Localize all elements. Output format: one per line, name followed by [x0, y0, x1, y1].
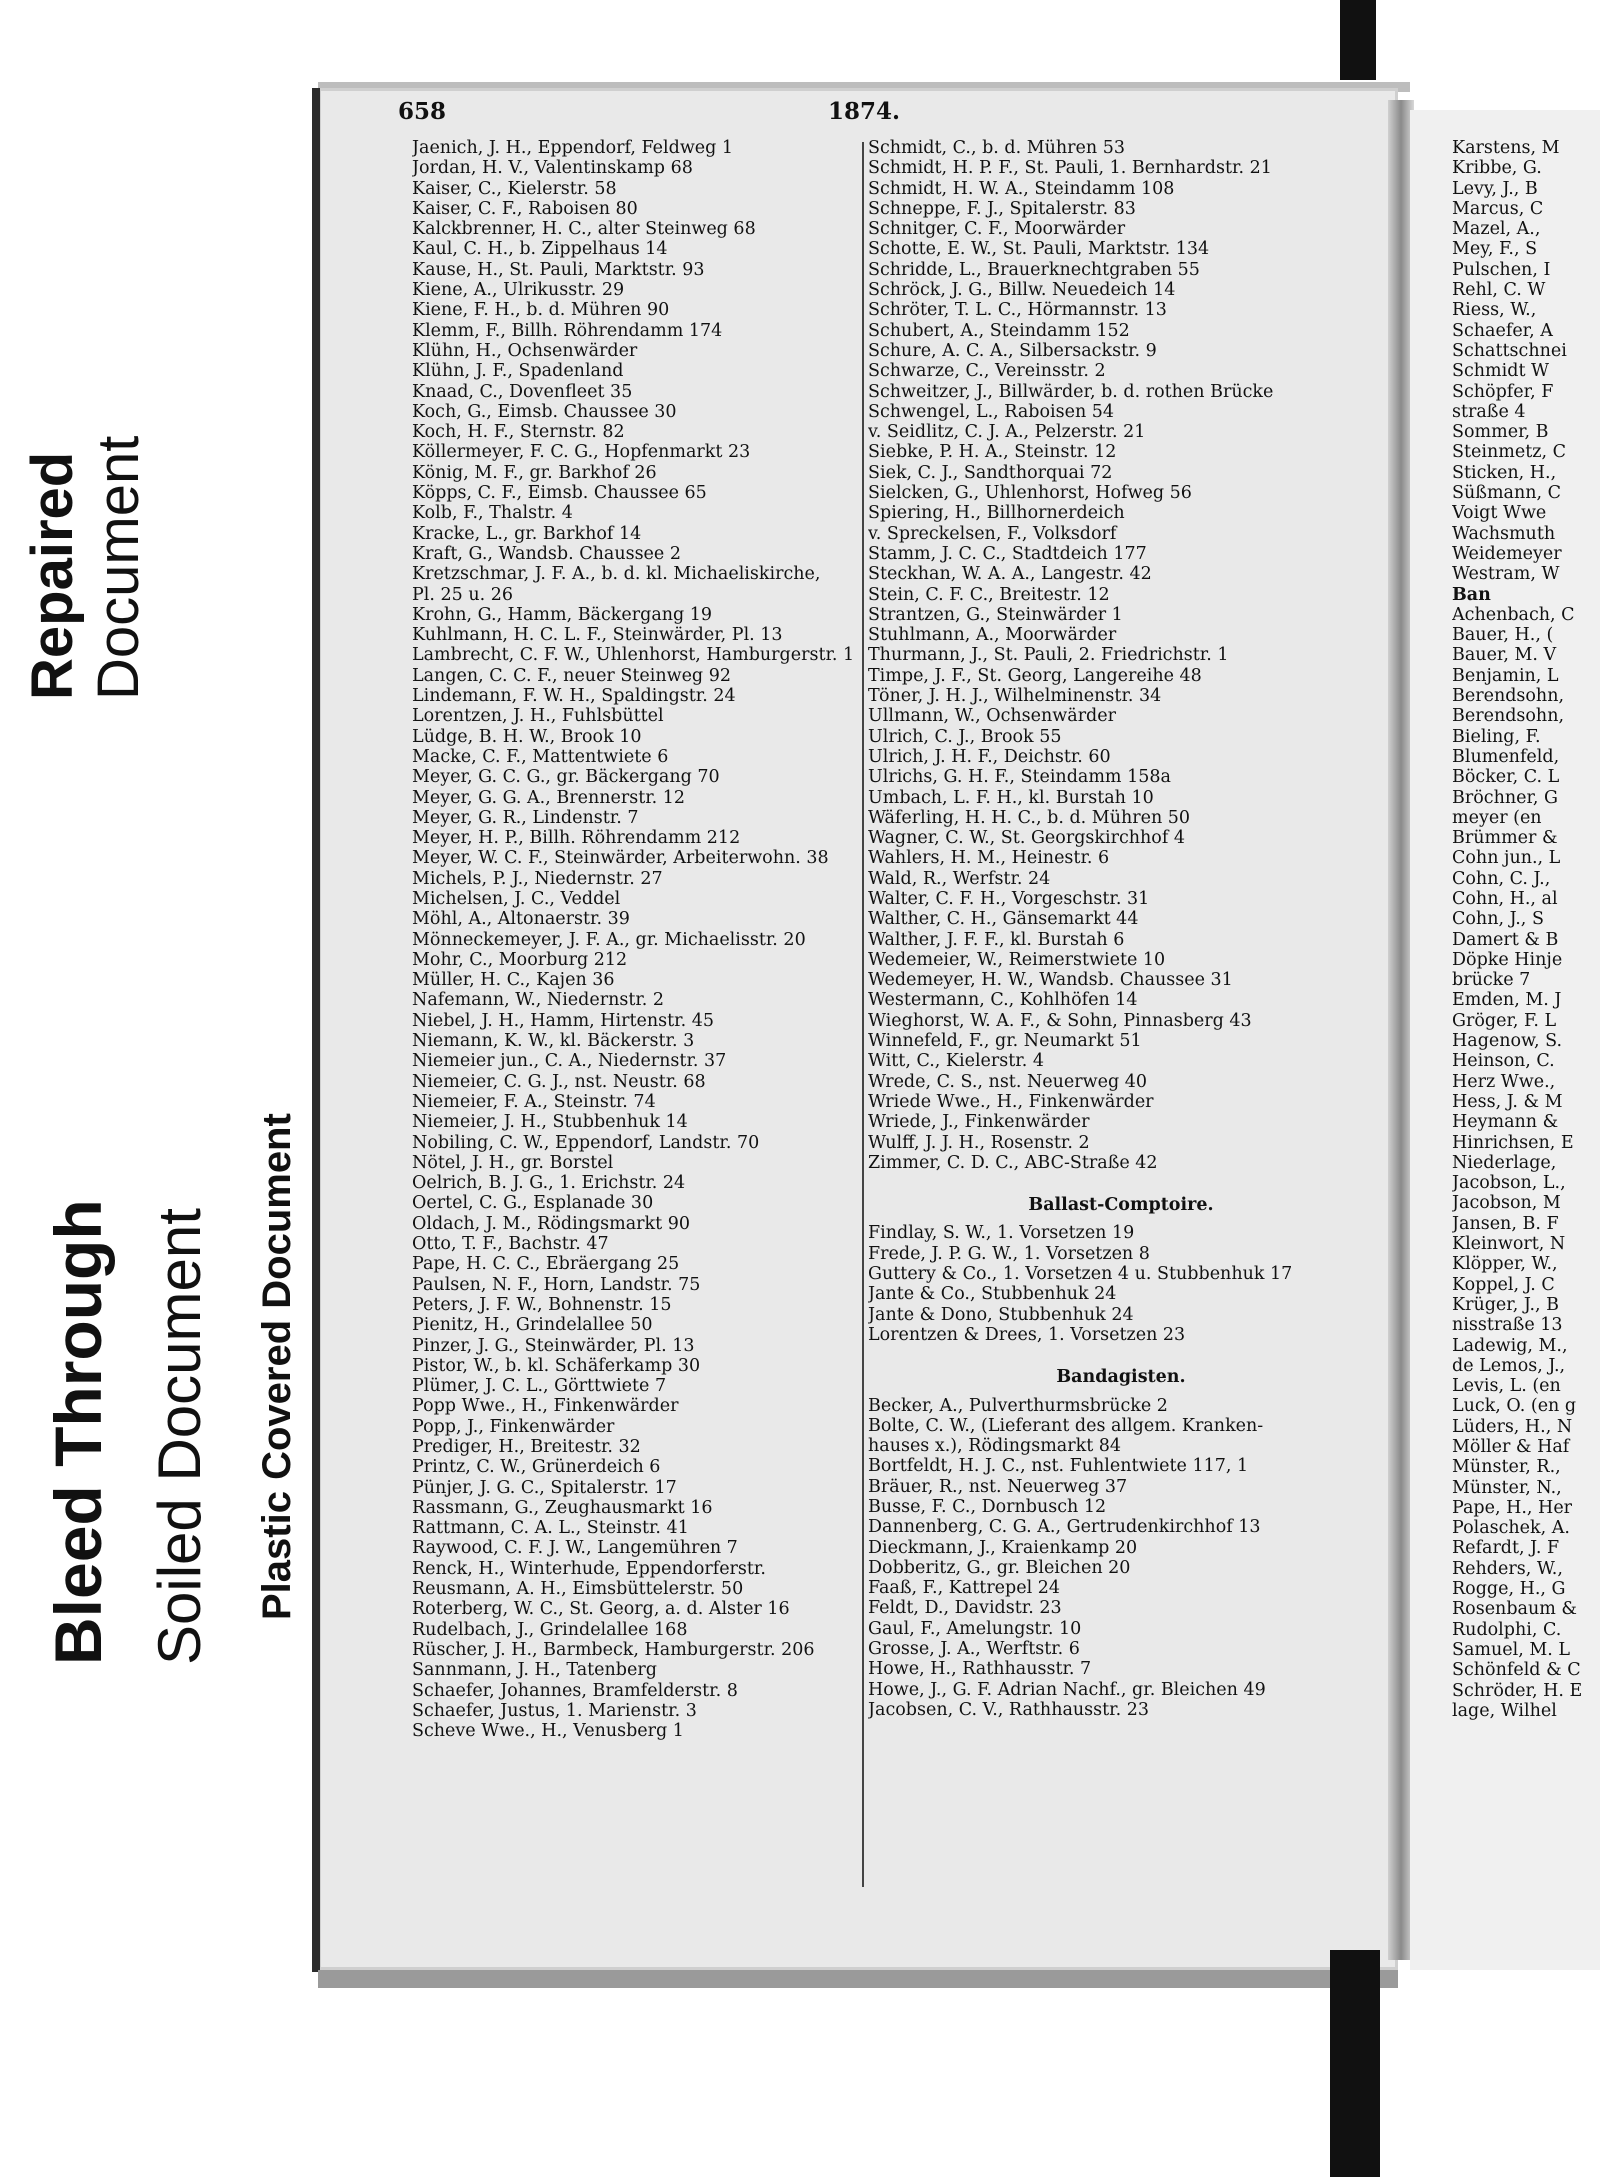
directory-entry: Klühn, H., Ochsenwärder	[412, 340, 638, 361]
directory-entry: Frede, J. P. G. W., 1. Vorsetzen 8	[868, 1243, 1150, 1264]
directory-entry: Kribbe, G.	[1452, 158, 1542, 179]
directory-entry: Lüders, H., N	[1452, 1416, 1573, 1437]
directory-entry: Kleinwort, N	[1452, 1234, 1566, 1255]
directory-entry: Berendsohn,	[1452, 686, 1565, 707]
directory-entry: Bauer, H., (	[1452, 625, 1554, 646]
directory-entry: Niebel, J. H., Hamm, Hirtenstr. 45	[412, 1010, 715, 1031]
directory-entry: Rehders, W.,	[1452, 1558, 1563, 1579]
directory-entry: Rudelbach, J., Grindelallee 168	[412, 1619, 688, 1640]
directory-entry: Mohr, C., Moorburg 212	[412, 949, 628, 970]
directory-entry: Niemeier, C. G. J., nst. Neustr. 68	[412, 1071, 706, 1092]
section-title-ballast-comptoire: Ballast-Comptoire.	[1028, 1195, 1214, 1216]
directory-entry: brücke 7	[1452, 970, 1531, 991]
directory-entry: Schridde, L., Brauerknechtgraben 55	[868, 259, 1200, 280]
directory-entry: Münster, N.,	[1452, 1477, 1562, 1498]
directory-entry: Süßmann, C	[1452, 483, 1562, 504]
directory-entry: Howe, J., G. F. Adrian Nachf., gr. Bleichen 49	[868, 1679, 1266, 1700]
directory-entry: Wagner, C. W., St. Georgskirchhof 4	[868, 828, 1185, 849]
directory-entry: Niemeier jun., C. A., Niedernstr. 37	[412, 1051, 727, 1072]
directory-entry: Kalckbrenner, H. C., alter Steinweg 68	[412, 219, 756, 240]
directory-entry: Rattmann, C. A. L., Steinstr. 41	[412, 1518, 689, 1539]
directory-entry: Pinzer, J. G., Steinwärder, Pl. 13	[412, 1335, 695, 1356]
directory-entry: Stein, C. F. C., Breitestr. 12	[868, 584, 1110, 605]
directory-entry: Gaul, F., Amelungstr. 10	[868, 1618, 1082, 1639]
directory-entry: Rüscher, J. H., Barmbeck, Hamburgerstr. 206	[412, 1639, 815, 1660]
directory-entry: Rogge, H., G	[1452, 1579, 1566, 1600]
directory-entry: Stuhlmann, A., Moorwärder	[868, 625, 1117, 646]
directory-entry: Nobiling, C. W., Eppendorf, Landstr. 70	[412, 1132, 760, 1153]
directory-entry: Möhl, A., Altonaerstr. 39	[412, 909, 630, 930]
directory-entry: Lambrecht, C. F. W., Uhlenhorst, Hamburgerstr. 1	[412, 645, 855, 666]
directory-entry: Walter, C. F. H., Vorgeschstr. 31	[868, 888, 1150, 909]
directory-entry: Sticken, H.,	[1452, 462, 1557, 483]
directory-column-left	[412, 138, 867, 1741]
page-edge-left	[312, 88, 320, 1972]
directory-entry: Kaiser, C. F., Raboisen 80	[412, 198, 638, 219]
directory-entry: Kiene, A., Ulrikusstr. 29	[412, 280, 625, 301]
directory-entry: Wriede Wwe., H., Finkenwärder	[868, 1091, 1154, 1112]
directory-entry: nisstraße 13	[1452, 1315, 1563, 1336]
directory-entry: Jacobson, M	[1452, 1193, 1561, 1214]
label-repaired-line2: Document	[86, 435, 151, 700]
directory-entry: Krüger, J., B	[1452, 1294, 1560, 1315]
directory-entry: Schmidt, H. W. A., Steindamm 108	[868, 178, 1175, 199]
directory-entry: Emden, M. J	[1452, 990, 1562, 1011]
directory-entry: Dannenberg, C. G. A., Gertrudenkirchhof 13	[868, 1517, 1261, 1538]
directory-entry: Schneppe, F. J., Spitalerstr. 83	[868, 198, 1136, 219]
directory-entry: Brümmer &	[1452, 828, 1558, 849]
directory-entry: Schure, A. C. A., Silbersackstr. 9	[868, 340, 1157, 361]
directory-entry: Rassmann, G., Zeughausmarkt 16	[412, 1497, 713, 1518]
directory-entry: Jaenich, J. H., Eppendorf, Feldweg 1	[412, 138, 734, 158]
directory-entry: Berendsohn,	[1452, 706, 1565, 727]
directory-entry: Michelsen, J. C., Veddel	[412, 888, 621, 909]
directory-entry: Bolte, C. W., (Lieferant des allgem. Kranken-	[868, 1415, 1264, 1436]
directory-entry: Timpe, J. F., St. Georg, Langereihe 48	[868, 665, 1202, 686]
directory-entry: Guttery & Co., 1. Vorsetzen 4 u. Stubbenhuk 17	[868, 1264, 1293, 1285]
directory-entry: Wäferling, H. H. C., b. d. Mühren 50	[868, 807, 1191, 828]
directory-entry: Becker, A., Pulverthurmsbrücke 2	[868, 1395, 1168, 1416]
directory-entry: Achenbach, C	[1452, 604, 1575, 625]
directory-entry: Jante & Dono, Stubbenhuk 24	[868, 1304, 1134, 1325]
directory-entry: Schubert, A., Steindamm 152	[868, 320, 1130, 341]
directory-entry: Koppel, J. C	[1452, 1274, 1555, 1295]
directory-entry: Winnefeld, F., gr. Neumarkt 51	[868, 1031, 1142, 1052]
directory-entry: Mazel, A.,	[1452, 219, 1541, 240]
directory-entry: Niemeier, F. A., Steinstr. 74	[412, 1091, 656, 1112]
directory-entry: Cohn, J., S	[1452, 909, 1544, 930]
directory-entry: Müller, H. C., Kajen 36	[412, 970, 615, 991]
directory-entry: Ulrich, J. H. F., Deichstr. 60	[868, 746, 1111, 767]
directory-entry: Knaad, C., Dovenfleet 35	[412, 381, 633, 402]
directory-entry: Lorentzen & Drees, 1. Vorsetzen 23	[868, 1324, 1186, 1345]
directory-entry: Kiene, F. H., b. d. Mühren 90	[412, 300, 670, 321]
directory-entry: Schaefer, Justus, 1. Marienstr. 3	[412, 1700, 697, 1721]
directory-entry: Kaiser, C., Kielerstr. 58	[412, 178, 617, 199]
directory-entry: Schnitger, C. F., Moorwärder	[868, 219, 1126, 240]
directory-entry: Köllermeyer, F. C. G., Hopfenmarkt 23	[412, 442, 751, 463]
page-edge-bottom	[318, 1970, 1398, 1988]
directory-entry: Lüdge, B. H. W., Brook 10	[412, 726, 642, 747]
directory-entry: Siebke, P. H. A., Steinstr. 12	[868, 442, 1117, 463]
directory-entry: Thurmann, J., St. Pauli, 2. Friedrichstr. 1	[868, 645, 1229, 666]
directory-entry: Bröchner, G	[1452, 787, 1559, 808]
directory-entry: Rehl, C. W	[1452, 280, 1546, 301]
directory-entry: Reusmann, A. H., Eimsbüttelerstr. 50	[412, 1579, 744, 1600]
directory-entry: Wahlers, H. M., Heinestr. 6	[868, 848, 1110, 869]
directory-entry: Luck, O. (en g	[1452, 1396, 1577, 1417]
directory-entry: Sommer, B	[1452, 422, 1549, 443]
directory-entry: Marcus, C	[1452, 198, 1544, 219]
page-year: 1874.	[828, 98, 901, 125]
directory-entry: Weidemeyer	[1452, 543, 1562, 564]
directory-entry: Sielcken, G., Uhlenhorst, Hofweg 56	[868, 483, 1192, 504]
directory-entry: Mey, F., S	[1452, 239, 1538, 260]
directory-entry: Printz, C. W., Grünerdeich 6	[412, 1457, 661, 1478]
directory-entry: Plümer, J. C. L., Görttwiete 7	[412, 1376, 667, 1397]
directory-entry: Jansen, B. F	[1452, 1213, 1559, 1234]
directory-entry: Paulsen, N. F., Horn, Landstr. 75	[412, 1274, 701, 1295]
directory-entry: Otto, T. F., Bachstr. 47	[412, 1234, 609, 1255]
directory-entry: Refardt, J. F	[1452, 1538, 1560, 1559]
directory-entry: Renck, H., Winterhude, Eppendorferstr.	[412, 1558, 766, 1579]
directory-entry: Dobberitz, G., gr. Bleichen 20	[868, 1557, 1131, 1578]
directory-entry: Niederlage,	[1452, 1152, 1557, 1173]
directory-entry: Schotte, E. W., St. Pauli, Marktstr. 134	[868, 239, 1210, 260]
directory-entry: Pienitz, H., Grindelallee 50	[412, 1315, 653, 1336]
directory-entry: Heinson, C.	[1452, 1051, 1555, 1072]
directory-entry: Meyer, W. C. F., Steinwärder, Arbeiterwohn. 38	[412, 848, 829, 869]
directory-entry: Steinmetz, C	[1452, 442, 1566, 463]
directory-entry: Westram, W	[1452, 564, 1560, 585]
directory-entry: Töner, J. H. J., Wilhelminenstr. 34	[868, 686, 1162, 707]
label-soiled-document: Soiled Document	[146, 1208, 213, 1665]
directory-entry: Cohn jun., L	[1452, 848, 1561, 869]
directory-entry: Jante & Co., Stubbenhuk 24	[868, 1284, 1117, 1305]
directory-entry: Sannmann, J. H., Tatenberg	[412, 1660, 657, 1681]
directory-entry: Koch, H. F., Sternstr. 82	[412, 422, 625, 443]
directory-entry: Kracke, L., gr. Barkhof 14	[412, 523, 642, 544]
directory-entry: Kretzschmar, J. F. A., b. d. kl. Michaeliskirche,	[412, 564, 821, 585]
directory-entry: Jordan, H. V., Valentinskamp 68	[412, 158, 693, 179]
directory-entry: Feldt, D., Davidstr. 23	[868, 1598, 1062, 1619]
directory-entry: Cohn, H., al	[1452, 888, 1558, 909]
directory-entry: Bieling, F.	[1452, 726, 1541, 747]
directory-entry: Heymann &	[1452, 1112, 1559, 1133]
directory-entry: Ulrichs, G. H. F., Steindamm 158a	[868, 767, 1171, 788]
directory-entry: v. Spreckelsen, F., Volksdorf	[868, 523, 1117, 544]
directory-entry: Levis, L. (en	[1452, 1376, 1561, 1397]
directory-entry: Meyer, G. R., Lindenstr. 7	[412, 807, 639, 828]
directory-entry: Lorentzen, J. H., Fuhlsbüttel	[412, 706, 664, 727]
directory-entry: Schmidt, H. P. F., St. Pauli, 1. Bernhardstr. 21	[868, 158, 1272, 179]
directory-entry: Steckhan, W. A. A., Langestr. 42	[868, 564, 1152, 585]
directory-entry: Kuhlmann, H. C. L. F., Steinwärder, Pl. 13	[412, 625, 783, 646]
directory-entry: Ulrich, C. J., Brook 55	[868, 726, 1062, 747]
directory-entry: Klemm, F., Billh. Röhrendamm 174	[412, 320, 723, 341]
directory-entry: Siek, C. J., Sandthorquai 72	[868, 462, 1113, 483]
directory-entry: Ban	[1452, 584, 1491, 605]
scan-edge-top	[1340, 0, 1376, 80]
directory-entry: Zimmer, C. D. C., ABC-Straße 42	[868, 1152, 1158, 1173]
label-repaired-document	[20, 436, 152, 700]
directory-entry: Schröter, T. L. C., Hörmannstr. 13	[868, 300, 1167, 321]
directory-entry: König, M. F., gr. Barkhof 26	[412, 462, 657, 483]
directory-entry: Bortfeldt, H. J. C., nst. Fuhlentwiete 117, 1	[868, 1456, 1249, 1477]
directory-entry: Peters, J. F. W., Bohnenstr. 15	[412, 1294, 672, 1315]
directory-entry: Strantzen, G., Steinwärder 1	[868, 604, 1123, 625]
directory-entry: Walther, C. H., Gänsemarkt 44	[868, 909, 1139, 930]
directory-entry: lage, Wilhel	[1452, 1700, 1557, 1721]
directory-entry: Kolb, F., Thalstr. 4	[412, 503, 573, 524]
directory-entry: Langen, C. C. F., neuer Steinweg 92	[412, 665, 731, 686]
directory-entry: Macke, C. F., Mattentwiete 6	[412, 746, 669, 767]
directory-entry: Wrede, C. S., nst. Neuerweg 40	[868, 1071, 1147, 1092]
directory-entry: Umbach, L. F. H., kl. Burstah 10	[868, 787, 1154, 808]
directory-entry: Voigt Wwe	[1452, 503, 1547, 524]
directory-entry: Schweitzer, J., Billwärder, b. d. rothen Brücke	[868, 381, 1274, 402]
directory-entry: Howe, H., Rathhausstr. 7	[868, 1659, 1092, 1680]
directory-entry: Ullmann, W., Ochsenwärder	[868, 706, 1116, 727]
directory-entry: Niemeier, J. H., Stubbenhuk 14	[412, 1112, 688, 1133]
directory-entry: Schröder, H. E	[1452, 1680, 1583, 1701]
label-repaired-line1: Repaired	[20, 451, 85, 700]
directory-entry: Raywood, C. F. J. W., Langemühren 7	[412, 1538, 738, 1559]
directory-entry: Popp, J., Finkenwärder	[412, 1416, 615, 1437]
directory-entry: Levy, J., B	[1452, 178, 1538, 199]
label-bleed-through: Bleed Through	[41, 1199, 115, 1665]
directory-entry: Kaul, C. H., b. Zippelhaus 14	[412, 239, 668, 260]
directory-entry: Schaefer, A	[1452, 320, 1553, 341]
directory-entry: Schwarze, C., Vereinsstr. 2	[868, 361, 1106, 382]
directory-entry: Kause, H., St. Pauli, Marktstr. 93	[412, 259, 705, 280]
directory-entry: Pünjer, J. G. C., Spitalerstr. 17	[412, 1477, 677, 1498]
directory-entry: Polaschek, A.	[1452, 1518, 1570, 1539]
directory-entry: Blumenfeld,	[1452, 746, 1560, 767]
directory-entry: Wedemeyer, H. W., Wandsb. Chaussee 31	[868, 970, 1233, 991]
directory-entry: Pulschen, I	[1452, 259, 1551, 280]
directory-entry: Hagenow, S.	[1452, 1031, 1563, 1052]
directory-entry: Pistor, W., b. kl. Schäferkamp 30	[412, 1355, 701, 1376]
directory-entry: Schröck, J. G., Billw. Neuedeich 14	[868, 280, 1176, 301]
directory-entry: Michels, P. J., Niedernstr. 27	[412, 868, 663, 889]
directory-entry: Karstens, M	[1452, 138, 1560, 158]
directory-entry: Pape, H. C. C., Ebräergang 25	[412, 1254, 680, 1275]
page-number: 658	[398, 98, 447, 125]
directory-entry: Scheve Wwe., H., Venusberg 1	[412, 1721, 684, 1742]
directory-entry: Riess, W.,	[1452, 300, 1537, 321]
scan-edge-bottom	[1330, 1950, 1380, 2177]
directory-entry: Walther, J. F. F., kl. Burstah 6	[868, 929, 1125, 950]
directory-entry: Möller & Haf	[1452, 1437, 1570, 1457]
directory-entry: Schwengel, L., Raboisen 54	[868, 401, 1115, 422]
directory-entry: Damert & B	[1452, 929, 1559, 950]
directory-entry: Oldach, J. M., Rödingsmarkt 90	[412, 1213, 690, 1234]
directory-entry: Stamm, J. C. C., Stadtdeich 177	[868, 543, 1147, 564]
directory-entry: Dieckmann, J., Kraienkamp 20	[868, 1537, 1138, 1558]
directory-entry: Pl. 25 u. 26	[412, 584, 513, 605]
directory-entry: Gröger, F. L	[1452, 1010, 1557, 1031]
directory-entry: Hinrichsen, E	[1452, 1132, 1574, 1153]
directory-entry: Bauer, M. V	[1452, 645, 1557, 666]
directory-entry: Spiering, H., Billhornerdeich	[868, 503, 1125, 524]
directory-entry: Grosse, J. A., Werftstr. 6	[868, 1639, 1080, 1660]
directory-entry: Klöpper, W.,	[1452, 1254, 1558, 1275]
directory-entry: Klühn, J. F., Spadenland	[412, 361, 624, 382]
directory-entry: Faaß, F., Kattrepel 24	[868, 1578, 1061, 1599]
directory-entry: Samuel, M. L	[1452, 1639, 1571, 1660]
directory-entry: Wachsmuth	[1452, 523, 1556, 544]
directory-entry: Rudolphi, C.	[1452, 1619, 1562, 1640]
directory-entry: Nötel, J. H., gr. Borstel	[412, 1152, 614, 1173]
directory-entry: Westermann, C., Kohlhöfen 14	[868, 990, 1138, 1011]
directory-entry: v. Seidlitz, C. J. A., Pelzerstr. 21	[868, 422, 1146, 443]
directory-entry: Mönneckemeyer, J. F. A., gr. Michaelisstr. 20	[412, 929, 806, 950]
directory-entry: Wald, R., Werfstr. 24	[868, 868, 1051, 889]
directory-entry: Krohn, G., Hamm, Bäckergang 19	[412, 604, 713, 625]
directory-entry: Kraft, G., Wandsb. Chaussee 2	[412, 543, 681, 564]
section-title-bandagisten: Bandagisten.	[1056, 1367, 1186, 1388]
directory-entry: Wulff, J. J. H., Rosenstr. 2	[868, 1132, 1090, 1153]
directory-entry: Lindemann, F. W. H., Spaldingstr. 24	[412, 686, 736, 707]
directory-entry: Ladewig, M.,	[1452, 1335, 1568, 1356]
directory-entry: Rosenbaum &	[1452, 1599, 1577, 1620]
directory-entry: Münster, R.,	[1452, 1457, 1561, 1478]
directory-entry: Wriede, J., Finkenwärder	[868, 1112, 1090, 1133]
directory-entry: Findlay, S. W., 1. Vorsetzen 19	[868, 1223, 1135, 1244]
directory-entry: Böcker, C. L	[1452, 767, 1560, 788]
directory-entry: Benjamin, L	[1452, 665, 1559, 686]
directory-entry: Cohn, C. J.,	[1452, 868, 1551, 889]
directory-entry: Witt, C., Kielerstr. 4	[868, 1051, 1044, 1072]
directory-entry: Schmidt, C., b. d. Mühren 53	[868, 138, 1126, 158]
directory-entry: Jacobsen, C. V., Rathhausstr. 23	[868, 1699, 1149, 1720]
directory-entry: Schöpfer, F	[1452, 381, 1554, 402]
directory-entry: Meyer, G. G. A., Brennerstr. 12	[412, 787, 686, 808]
directory-entry: Popp Wwe., H., Finkenwärder	[412, 1396, 679, 1417]
directory-entry: Schattschnei	[1452, 340, 1567, 361]
directory-entry: Meyer, H. P., Billh. Röhrendamm 212	[412, 828, 741, 849]
directory-entry: meyer (en	[1452, 807, 1542, 828]
directory-entry: Wedemeier, W., Reimerstwiete 10	[868, 949, 1166, 970]
directory-entry: Schmidt W	[1452, 361, 1550, 382]
directory-entry: Niemann, K. W., kl. Bäckerstr. 3	[412, 1031, 695, 1052]
directory-entry: Hess, J. & M	[1452, 1091, 1563, 1112]
directory-entry: Prediger, H., Breitestr. 32	[412, 1437, 641, 1457]
directory-column-facing	[1452, 138, 1600, 1721]
directory-entry: Nafemann, W., Niedernstr. 2	[412, 990, 665, 1011]
directory-entry: Koch, G., Eimsb. Chaussee 30	[412, 401, 677, 422]
directory-entry: Köpps, C. F., Eimsb. Chaussee 65	[412, 483, 707, 504]
directory-entry: Pape, H., Her	[1452, 1497, 1573, 1518]
directory-entry: Schönfeld & C	[1452, 1660, 1581, 1681]
label-plastic-covered-document: Plastic Covered Document	[255, 1113, 299, 1620]
directory-entry: Döpke Hinje	[1452, 949, 1563, 970]
directory-entry: de Lemos, J.,	[1452, 1355, 1566, 1376]
directory-entry: straße 4	[1452, 401, 1526, 422]
directory-entry: Oelrich, B. J. G., 1. Erichstr. 24	[412, 1173, 686, 1194]
directory-entry: Oertel, C. G., Esplanade 30	[412, 1193, 654, 1214]
directory-entry: Wieghorst, W. A. F., & Sohn, Pinnasberg 43	[868, 1010, 1252, 1031]
directory-entry: hauses x.), Rödingsmarkt 84	[868, 1436, 1122, 1457]
directory-entry: Meyer, G. C. G., gr. Bäckergang 70	[412, 767, 720, 788]
directory-entry: Busse, F. C., Dornbusch 12	[868, 1497, 1107, 1517]
directory-entry: Bräuer, R., nst. Neuerweg 37	[868, 1476, 1128, 1497]
directory-entry: Schaefer, Johannes, Bramfelderstr. 8	[412, 1680, 738, 1701]
directory-entry: Herz Wwe.,	[1452, 1071, 1556, 1092]
directory-entry: Roterberg, W. C., St. Georg, a. d. Alster 16	[412, 1599, 790, 1620]
directory-column-middle	[868, 138, 1344, 1720]
directory-entry: Jacobson, L.,	[1452, 1173, 1566, 1194]
